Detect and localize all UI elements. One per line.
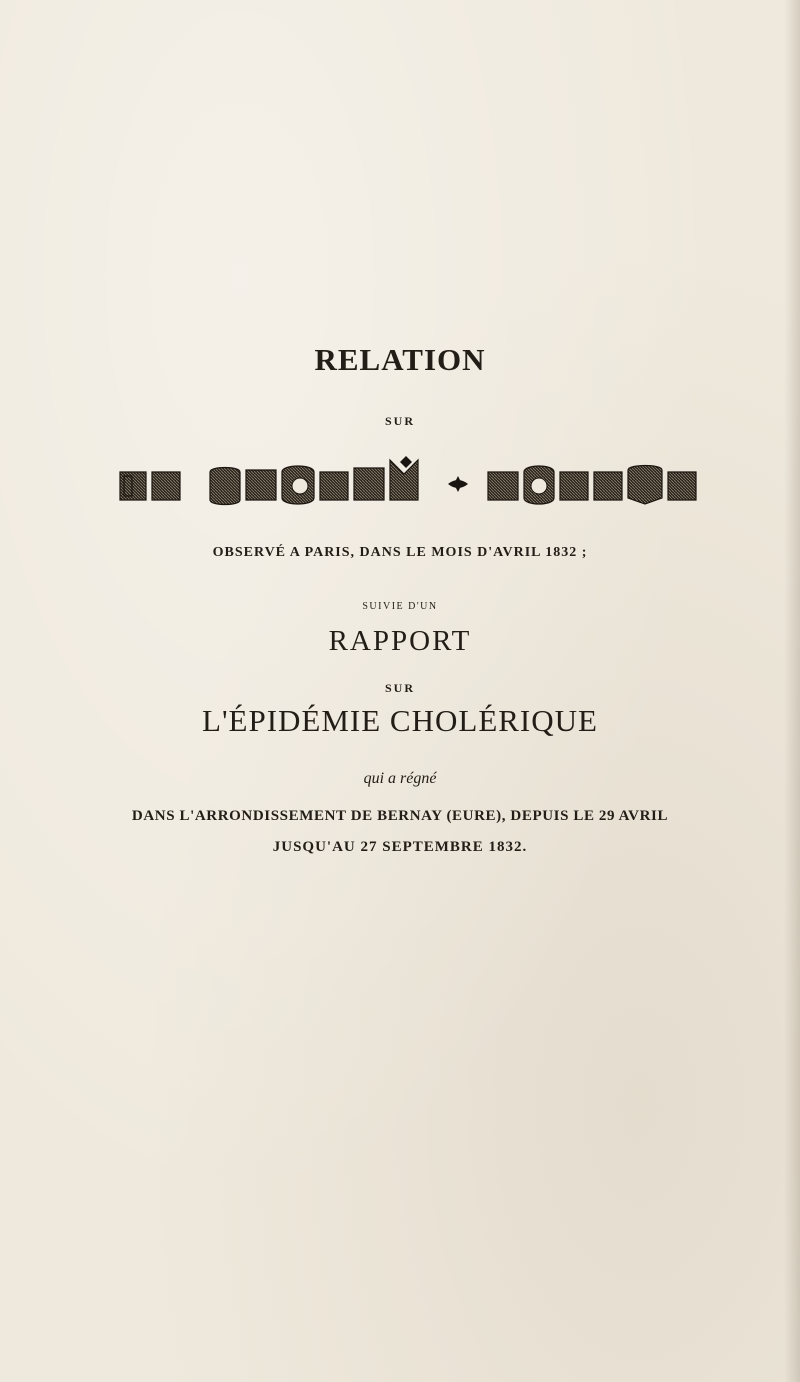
observed-line: OBSERVÉ A PARIS, DANS LE MOIS D'AVRIL 1832 ; bbox=[212, 545, 588, 560]
epidemic-heading: L'ÉPIDÉMIE CHOLÉRIQUE bbox=[202, 703, 598, 738]
sur-label-top: SUR bbox=[384, 414, 415, 428]
report-heading: RAPPORT bbox=[328, 625, 472, 657]
title-relation: RELATION bbox=[314, 342, 486, 377]
gothic-title-cholera-morbus bbox=[110, 450, 710, 522]
sur-label-bottom: SUR bbox=[384, 681, 415, 695]
ornate-gothic-lettering bbox=[110, 450, 710, 522]
reigned-line: qui a régné bbox=[363, 770, 437, 787]
until-date-line: JUSQU'AU 27 SEPTEMBRE 1832. bbox=[272, 839, 528, 855]
followed-by-line: SUIVIE D'UN bbox=[362, 601, 438, 612]
district-line: DANS L'ARRONDISSEMENT DE BERNAY (EURE), DEPUIS LE 29 AVRIL bbox=[131, 808, 669, 824]
